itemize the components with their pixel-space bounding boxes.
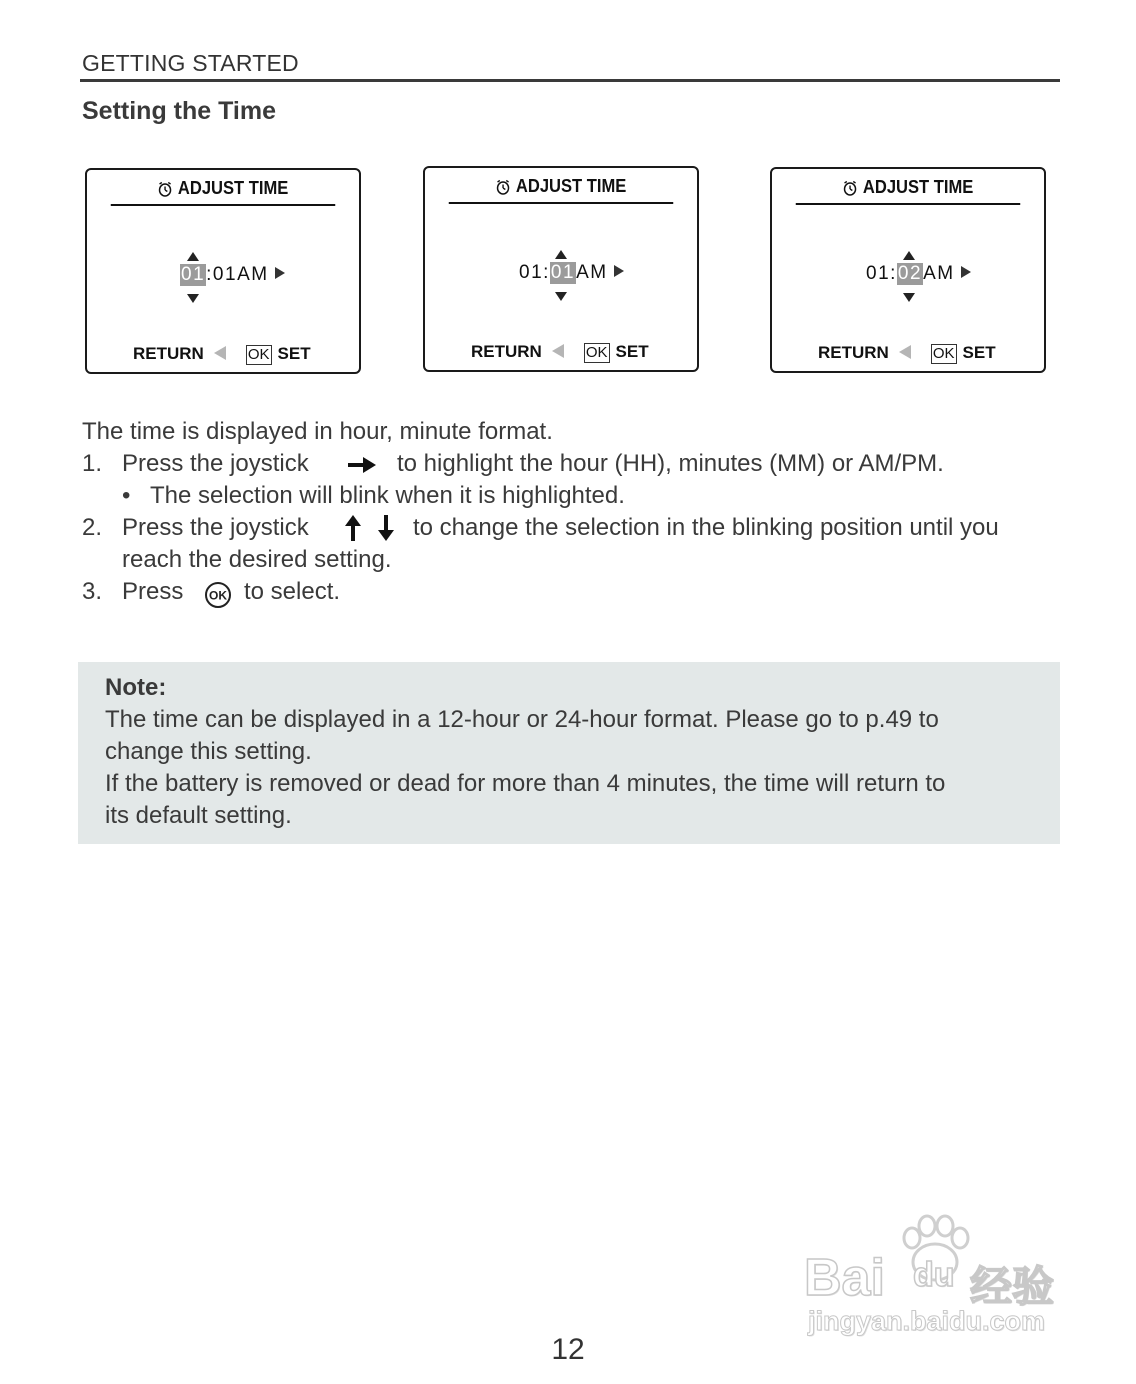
minute-value[interactable]: 01 <box>550 262 576 283</box>
ampm-value[interactable]: AM <box>237 264 269 285</box>
step-1-text-a: Press the joystick <box>122 450 309 477</box>
screen-adjust-time-1 <box>85 168 361 374</box>
down-arrow-icon <box>555 292 567 301</box>
step-1-text-b: to highlight the hour (HH), minutes (MM) or AM/PM. <box>397 450 944 477</box>
bullet-mark: • <box>122 482 131 509</box>
screen-title: ADJUST TIME <box>796 177 1020 205</box>
clock-icon <box>843 180 858 196</box>
ok-button-icon: OK <box>932 345 955 362</box>
minute-value[interactable]: 02 <box>897 263 923 284</box>
step-3-text-b: to select. <box>244 578 341 605</box>
screen-footer <box>471 342 649 363</box>
left-arrow-icon <box>899 345 911 359</box>
note-line-3: If the battery is removed or dead for more than 4 minutes, the time will return to <box>105 770 946 797</box>
up-arrow-icon <box>187 252 199 261</box>
minute-value[interactable]: 01 <box>212 264 238 285</box>
ok-button-icon: OK <box>247 346 270 363</box>
return-label: RETURN <box>818 343 889 362</box>
set-label: SET <box>615 342 649 361</box>
hour-value[interactable]: 01 <box>519 262 544 283</box>
ok-button-icon: OK <box>585 344 608 361</box>
screen-adjust-time-3 <box>770 167 1046 373</box>
page-title: Setting the Time <box>82 97 277 125</box>
watermark-url: jingyan.baidu.com <box>808 1306 1046 1336</box>
left-arrow-icon <box>214 346 226 360</box>
hour-value[interactable]: 01 <box>181 264 206 285</box>
step-2-text-c: reach the desired setting. <box>122 546 392 573</box>
ampm-value[interactable]: AM <box>576 262 608 283</box>
time-display: 01:01AM <box>519 262 624 284</box>
up-arrow-icon <box>344 514 362 542</box>
screen-title: ADJUST TIME <box>111 178 335 206</box>
note-line-2: change this setting. <box>105 738 312 765</box>
step-2-text-b: to change the selection in the blinking position until you <box>413 514 999 541</box>
watermark-brand-b: du <box>913 1256 955 1294</box>
screen-footer <box>818 343 996 364</box>
step-2-text-a: Press the joystick <box>122 514 309 541</box>
clock-icon <box>158 181 173 197</box>
right-arrow-icon <box>275 267 285 279</box>
up-arrow-icon <box>555 250 567 259</box>
bullet-text: The selection will blink when it is highlighted. <box>150 482 625 509</box>
ok-button-icon <box>204 581 232 609</box>
right-arrow-icon <box>614 265 624 277</box>
page-number: 12 <box>551 1333 585 1366</box>
watermark-brand-cn: 经验 <box>970 1263 1055 1310</box>
step-number: 1. <box>82 450 103 477</box>
section-header: GETTING STARTED <box>82 50 299 76</box>
return-label: RETURN <box>133 344 204 363</box>
down-arrow-icon <box>187 294 199 303</box>
set-label: SET <box>962 343 996 362</box>
time-display: 01:01AM <box>180 264 285 286</box>
ampm-value[interactable]: AM <box>923 263 955 284</box>
svg-text:OK: OK <box>209 588 227 603</box>
step-number: 3. <box>82 578 103 605</box>
screen-footer <box>133 344 311 365</box>
baidu-watermark <box>800 1210 1070 1350</box>
header-rule <box>80 79 1060 82</box>
time-display: 01:02AM <box>866 263 971 285</box>
right-arrow-icon <box>347 456 377 474</box>
note-heading: Note: <box>105 674 167 701</box>
note-line-1: The time can be displayed in a 12-hour or 24-hour format. Please go to p.49 to <box>105 706 939 733</box>
up-arrow-icon <box>903 251 915 260</box>
set-label: SET <box>277 344 311 363</box>
down-arrow-icon <box>903 293 915 302</box>
return-label: RETURN <box>471 342 542 361</box>
hour-value[interactable]: 01 <box>866 263 891 284</box>
screen-adjust-time-2 <box>423 166 699 372</box>
note-line-4: its default setting. <box>105 802 292 829</box>
screen-title: ADJUST TIME <box>449 176 673 204</box>
down-arrow-icon <box>377 514 395 542</box>
right-arrow-icon <box>961 266 971 278</box>
note-box <box>78 662 1060 844</box>
step-3-text-a: Press <box>122 578 184 605</box>
intro-text: The time is displayed in hour, minute format. <box>82 418 553 445</box>
left-arrow-icon <box>552 344 564 358</box>
step-number: 2. <box>82 514 103 541</box>
watermark-brand-a: Bai <box>804 1249 885 1307</box>
clock-icon <box>496 179 511 195</box>
